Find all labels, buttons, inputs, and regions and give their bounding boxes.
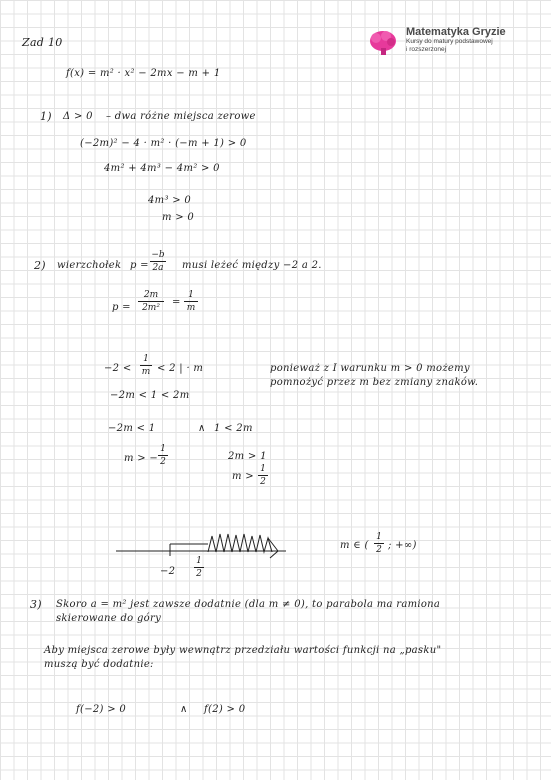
- part3-line2: skierowane do góry: [56, 613, 162, 624]
- fraction-denominator: 2: [376, 545, 382, 555]
- line-c-left: m > −: [124, 453, 159, 464]
- part1-note: – dwa różne miejsca zerowe: [106, 111, 256, 122]
- axis-label-half: [194, 556, 204, 579]
- axis-label-neg2: −2: [160, 566, 176, 577]
- ineq-left: −2 <: [104, 363, 132, 374]
- task-title: Zad 10: [22, 36, 63, 49]
- cond-left: f(−2) > 0: [76, 704, 127, 715]
- vertex-formula-fraction: [150, 250, 166, 273]
- fraction-denominator: m: [186, 303, 196, 313]
- fraction-numerator: 1: [196, 556, 202, 566]
- cond-right: f(2) > 0: [204, 704, 246, 715]
- fraction-numerator: 2m: [143, 290, 159, 300]
- part2-label: 2): [34, 259, 46, 272]
- p-fraction-simplified: [184, 290, 198, 313]
- part3-line3: Aby miejsca zerowe były wewnątrz przedziału wartości funkcji na „pasku": [44, 645, 442, 656]
- ineq-right: < 2 | · m: [157, 363, 204, 374]
- fraction-numerator: 1: [160, 444, 166, 454]
- part2-text-b: musi leżeć między −2 a 2.: [182, 260, 322, 271]
- ineq-fraction: [140, 354, 152, 377]
- fraction-denominator: 2a: [152, 263, 164, 273]
- solution-suffix: ; +∞): [388, 540, 417, 551]
- note-line2: pomnożyć przez m bez zmiany znaków.: [270, 377, 479, 388]
- part2-text-a: wierzchołek: [57, 260, 122, 271]
- line-b-right: 1 < 2m: [214, 423, 253, 434]
- brand-text: [406, 26, 506, 54]
- fraction-denominator: m: [141, 367, 151, 377]
- fraction-denominator: 2m²: [142, 303, 160, 313]
- note-line1: ponieważ z I warunku m > 0 możemy: [270, 363, 470, 374]
- solution-prefix: m ∈ (: [340, 540, 369, 551]
- function-definition: f(x) = m² · x² − 2mx − m + 1: [66, 68, 221, 79]
- part2-p-eq: p =: [130, 260, 149, 271]
- part1-line1: (−2m)² − 4 · m² · (−m + 1) > 0: [80, 138, 247, 149]
- equals-sign: =: [172, 297, 181, 308]
- fraction-numerator: −b: [151, 250, 165, 260]
- part1-label: 1): [40, 110, 52, 123]
- brand-subtitle-line2: i rozszerzonej: [406, 46, 447, 53]
- part3-line1: Skoro a = m² jest zawsze dodatnie (dla m ≠ 0), to parabola ma ramiona: [56, 599, 441, 610]
- line-c-right: 2m > 1: [228, 451, 267, 462]
- part3-line4: muszą być dodatnie:: [44, 659, 154, 670]
- brand-logo[interactable]: [366, 26, 534, 66]
- line-c-fraction: [158, 444, 168, 467]
- line-b-left: −2m < 1: [108, 423, 156, 434]
- fraction-numerator: 1: [260, 464, 266, 474]
- and-sign: ∧: [198, 423, 206, 434]
- solution-fraction: [374, 532, 384, 555]
- part1-line2: 4m² + 4m³ − 4m² > 0: [104, 163, 220, 174]
- arrow-head: [268, 538, 278, 558]
- part1-line3: 4m³ > 0: [148, 195, 192, 206]
- part1-line4: m > 0: [162, 212, 195, 223]
- brand-name: Matematyka Gryzie: [406, 26, 506, 38]
- line-a: −2m < 1 < 2m: [110, 390, 190, 401]
- line-d-left: m >: [232, 471, 254, 482]
- cond-and: ∧: [180, 704, 188, 715]
- fraction-numerator: 1: [143, 354, 149, 364]
- fraction-denominator: 2: [196, 569, 202, 579]
- brand-subtitle-line1: Kursy do matury podstawowej: [406, 38, 493, 45]
- fraction-denominator: 2: [160, 457, 166, 467]
- p-fraction: [138, 290, 164, 313]
- part3-label: 3): [30, 598, 42, 611]
- brain-icon: [366, 28, 400, 58]
- fraction-numerator: 1: [188, 290, 194, 300]
- shaded-region: [208, 534, 272, 552]
- fraction-numerator: 1: [376, 532, 382, 542]
- line-d-fraction: [258, 464, 268, 487]
- p-eq-label: p =: [112, 302, 131, 313]
- fraction-denominator: 2: [260, 477, 266, 487]
- part1-condition: Δ > 0: [63, 111, 93, 122]
